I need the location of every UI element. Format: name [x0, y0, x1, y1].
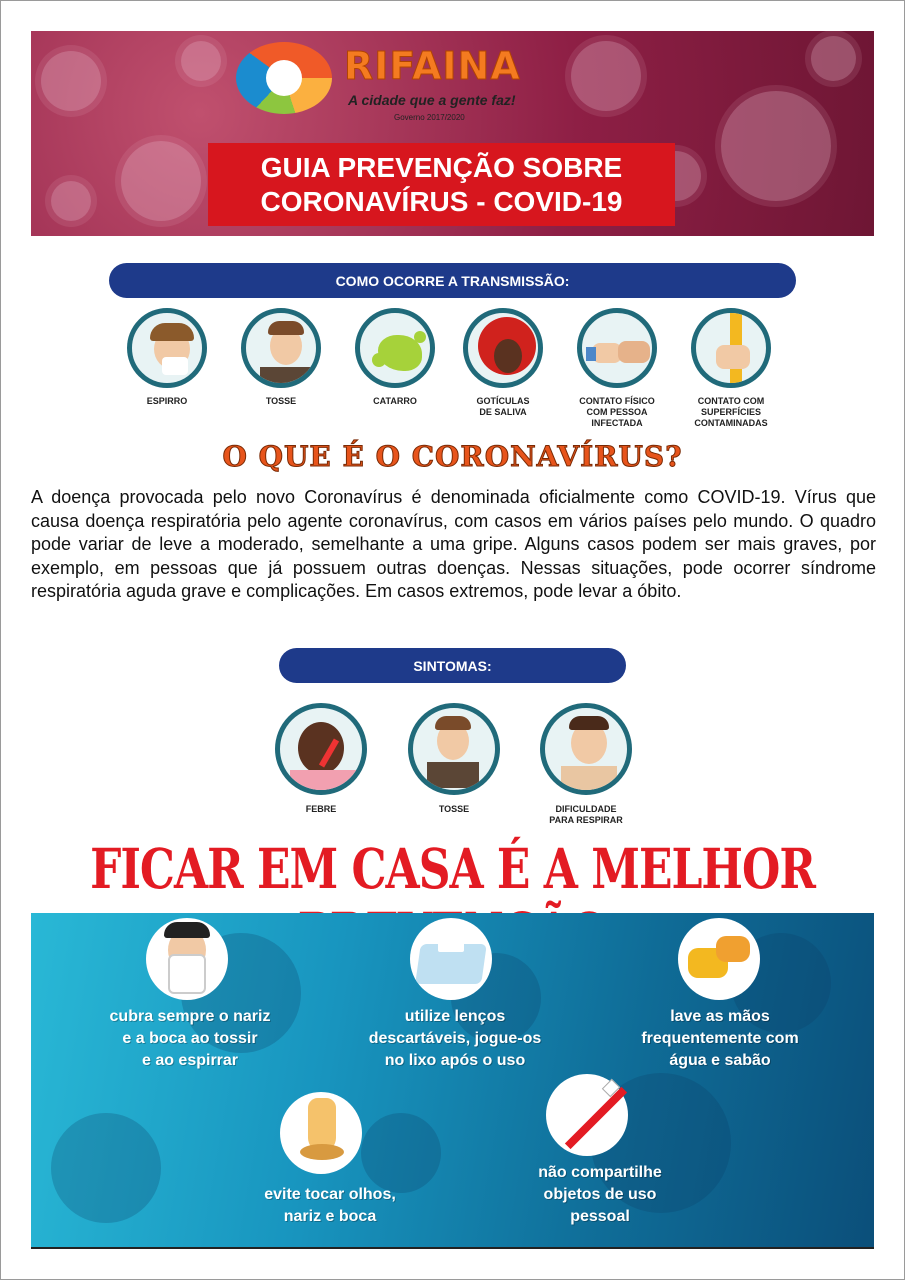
symptom-label-line: DIFICULDADE — [555, 804, 617, 814]
symptom-label — [271, 804, 371, 815]
transmission-heading: COMO OCORRE A TRANSMISSÃO: — [109, 263, 796, 298]
transmission-label-line: COM PESSOA — [586, 407, 648, 417]
symptom-label-line: FEBRE — [305, 804, 337, 814]
tip-text — [60, 1006, 320, 1072]
transmission-label-line: CONTATO COM — [697, 396, 765, 406]
tip-text-line: pessoal — [570, 1208, 630, 1225]
page-title — [208, 143, 675, 226]
tip-text-line: nariz e boca — [283, 1208, 377, 1225]
sneeze-icon — [127, 308, 207, 388]
transmission-label-line: ESPIRRO — [146, 396, 188, 406]
brand-name: RIFAINA — [344, 44, 521, 88]
nose-icon — [280, 1092, 362, 1174]
tip-text-line: e a boca ao tossir — [122, 1030, 258, 1047]
cough-icon — [241, 308, 321, 388]
symptom-label-line: PARA RESPIRAR — [549, 815, 623, 825]
droplets-icon — [463, 308, 543, 388]
tip-text-line: descartáveis, jogue-os — [368, 1030, 542, 1047]
transmission-label-line: SUPERFÍCIES — [700, 407, 761, 417]
tip-text-line: lave as mãos — [670, 1008, 770, 1025]
symptom-label — [404, 804, 504, 815]
what-is-heading: O QUE É O CORONAVÍRUS? — [222, 440, 683, 473]
toothbrush-icon — [546, 1074, 628, 1156]
title-line-1: GUIA PREVENÇÃO SOBRE — [260, 152, 623, 183]
tip-text — [600, 1006, 840, 1072]
wash-hands-icon — [678, 918, 760, 1000]
rifaina-logo-icon — [236, 42, 332, 114]
transmission-label — [117, 396, 217, 407]
tissue-box-icon — [410, 918, 492, 1000]
transmission-label — [453, 396, 553, 418]
transmission-label — [231, 396, 331, 407]
brand-slogan: A cidade que a gente faz! — [348, 92, 516, 108]
cough-icon — [408, 703, 500, 795]
transmission-label-line: CATARRO — [373, 396, 417, 406]
tip-text-line: cubra sempre o nariz — [109, 1008, 271, 1025]
symptoms-heading: SINTOMAS: — [279, 648, 626, 683]
title-line-2: CORONAVÍRUS - COVID-19 — [260, 186, 623, 217]
what-is-text: A doença provocada pelo novo Coronavírus é denominada oficialmente como COVID-19. Vírus que causa doença respiratória pelo agente coronavírus, com casos em vários países pelo mundo. O quadro pode variar de leve a moderado, semelhante a uma gripe. Alguns casos podem ser mais graves, por exemplo, em pessoas que já possuem outras doenças. Nessas situações, pode ocorrer síndrome respiratória aguda grave e complicações. Em casos extremos, pode levar a óbito. — [31, 487, 876, 602]
transmission-label — [567, 396, 667, 429]
tip-text-line: no lixo após o uso — [384, 1052, 526, 1069]
government-period: Governo 2017/2020 — [394, 113, 465, 122]
transmission-label-line: TOSSE — [265, 396, 297, 406]
tip-text-line: evite tocar olhos, — [264, 1186, 396, 1203]
transmission-label — [681, 396, 781, 429]
tip-text-line: frequentemente com — [641, 1030, 799, 1047]
transmission-label-line: CONTATO FÍSICO — [579, 396, 655, 406]
tip-text-line: objetos de uso — [543, 1186, 657, 1203]
fever-icon — [275, 703, 367, 795]
tip-text-line: água e sabão — [669, 1052, 771, 1069]
tip-text-line: não compartilhe — [538, 1164, 662, 1181]
tip-text — [330, 1006, 580, 1072]
transmission-label-line: CONTAMINADAS — [694, 418, 768, 428]
symptom-label — [536, 804, 636, 826]
transmission-label-line: INFECTADA — [591, 418, 643, 428]
phlegm-icon — [355, 308, 435, 388]
transmission-label-line: GOTÍCULAS — [476, 396, 530, 406]
symptom-label-line: TOSSE — [438, 804, 470, 814]
panel-divider — [31, 1247, 874, 1249]
transmission-label — [345, 396, 445, 407]
stay-home-heading: FICAR EM CASA É A MELHOR — [90, 838, 815, 902]
handshake-icon — [577, 308, 657, 388]
tip-text — [480, 1162, 720, 1228]
cover-mouth-icon — [146, 918, 228, 1000]
tip-text-line: e ao espirrar — [141, 1052, 239, 1069]
tip-text-line: utilize lenços — [404, 1008, 506, 1025]
tip-text — [210, 1184, 450, 1228]
breathing-icon — [540, 703, 632, 795]
transmission-label-line: DE SALIVA — [479, 407, 527, 417]
surface-icon — [691, 308, 771, 388]
